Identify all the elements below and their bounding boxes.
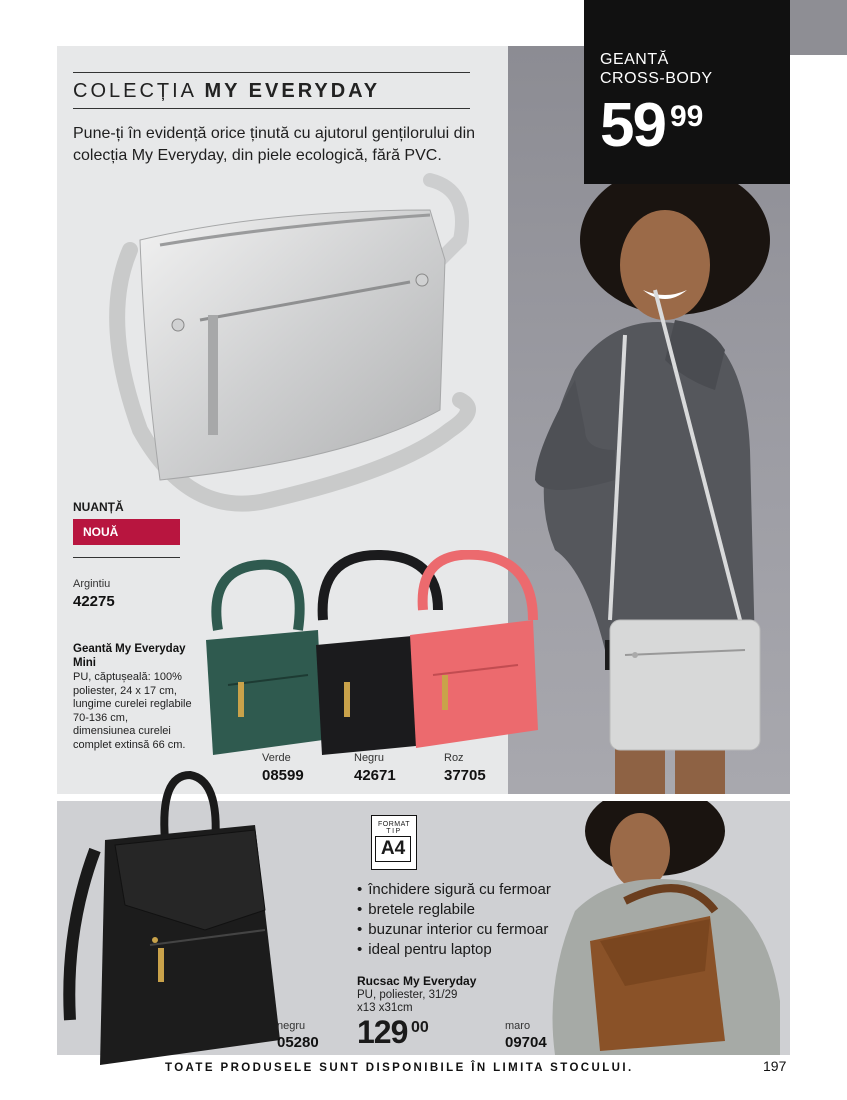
backpack-variant-code-maro: 09704 — [505, 1034, 547, 1051]
mini-bags-image — [198, 550, 548, 760]
backpack-variant-code-negru: 05280 — [277, 1034, 319, 1051]
feature-item: • închidere sigură cu fermoar — [357, 880, 551, 900]
page-number: 197 — [763, 1058, 787, 1074]
shade-rule — [73, 557, 180, 558]
price-box — [584, 0, 790, 184]
price-cents: 99 — [670, 100, 704, 133]
model-photo — [515, 150, 785, 794]
backpack-price-main: 129 — [357, 1014, 408, 1050]
variant-name-negru: Negru — [354, 752, 384, 764]
backpack-description: PU, poliester, 31/29 x13 x31cm — [357, 989, 458, 1014]
page-title — [73, 80, 380, 103]
silver-color-name: Argintiu — [73, 578, 111, 590]
variant-code-roz: 37705 — [444, 767, 486, 784]
format-a4-badge — [371, 815, 417, 870]
title-light: COLECȚIA — [73, 80, 205, 102]
product-line1: GEANTĂ — [600, 51, 669, 68]
title-bottom-rule — [73, 108, 470, 109]
shade-label: NUANȚĂ — [73, 500, 124, 514]
format-value: A4 — [375, 836, 411, 862]
backpack-title: Rucsac My Everyday — [357, 974, 477, 988]
stock-disclaimer: TOATE PRODUSELE SUNT DISPONIBILE ÎN LIMITA STOCULUI. — [165, 1062, 634, 1074]
decorative-strip — [790, 0, 847, 55]
black-mini-bag — [316, 635, 426, 755]
model-backpack-photo — [545, 801, 790, 1055]
silver-bag-image — [100, 170, 500, 550]
variant-name-verde: Verde — [262, 752, 291, 764]
title-bold: MY EVERYDAY — [204, 80, 381, 102]
backpack-variant-name-maro: maro — [505, 1020, 531, 1032]
variant-name-roz: Roz — [444, 752, 464, 764]
variant-code-verde: 08599 — [262, 767, 304, 784]
new-badge: NOUĂ — [73, 519, 180, 545]
mini-bag-description: PU, căptușeală: 100% poliester, 24 x 17 cm, lungime curelei reglabile 70-136 cm, dimensiunea curelei complet extinsă 66 cm. — [73, 671, 192, 751]
green-mini-bag — [206, 630, 323, 755]
mini-bag-title: Geantă My Everyday Mini — [73, 643, 186, 669]
feature-item: • ideal pentru laptop — [357, 940, 551, 960]
silver-product-code: 42275 — [73, 593, 115, 610]
price-main: 59 — [600, 91, 665, 160]
backpack-variant-name-negru: negru — [277, 1020, 306, 1032]
variant-code-negru: 42671 — [354, 767, 396, 784]
backpack-price-cents: 00 — [411, 1019, 429, 1036]
price-product-name — [600, 50, 713, 88]
feature-item: • buzunar interior cu fermoar — [357, 920, 551, 940]
format-line1: FORMAT — [377, 821, 411, 828]
format-line2: TIP — [386, 828, 402, 835]
backpack-features-list — [357, 880, 551, 960]
pink-mini-bag — [410, 620, 538, 748]
black-backpack-image — [55, 770, 295, 1070]
product-line2: CROSS-BODY — [600, 70, 713, 87]
title-top-rule — [73, 72, 470, 73]
intro-text: Pune-ți în evidență orice ținută cu ajutorul gențilorului din colecția My Everyday, din piele ecologică, fără PVC. — [73, 125, 476, 164]
feature-item: • bretele reglabile — [357, 900, 551, 920]
